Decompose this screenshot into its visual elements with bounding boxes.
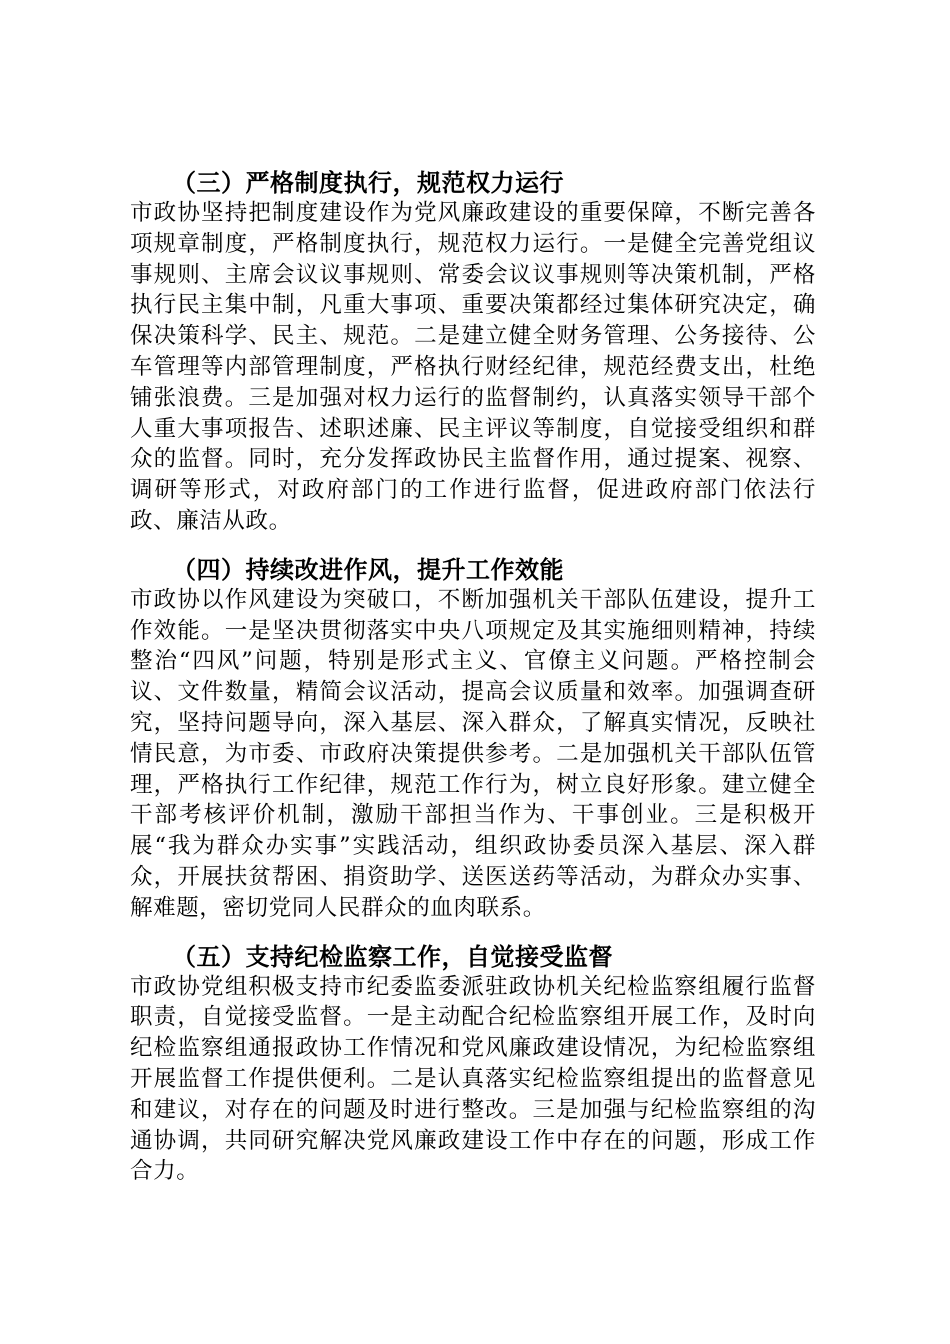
- section-4: [130, 555, 816, 924]
- section-3: [130, 168, 816, 537]
- section-paragraph: 市政协党组积极支持市纪委监委派驻政协机关纪检监察组履行监督职责，自觉接受监督。一是主动配合纪检监察组开展工作，及时向纪检监察组通报政协工作情况和党风廉政建设情况，为纪检监察组开展监督工作提供便利。二是认真落实纪检监察组提出的监督意见和建议，对存在的问题及时进行整改。三是加强与纪检监察组的沟通协调，共同研究解决党风廉政建设工作中存在的问题，形成工作合力。: [130, 973, 816, 1185]
- section-heading: （三）严格制度执行，规范权力运行: [172, 169, 564, 197]
- section-paragraph: 市政协以作风建设为突破口，不断加强机关干部队伍建设，提升工作效能。一是坚决贯彻落实中央八项规定及其实施细则精神，持续整治“四风”问题，特别是形式主义、官僚主义问题。严格控制会议、文件数量，精简会议活动，提高会议质量和效率。加强调查研究，坚持问题导向，深入基层、深入群众，了解真实情况，反映社情民意，为市委、市政府决策提供参考。二是加强机关干部队伍管理，严格执行工作纪律，规范工作行为，树立良好形象。建立健全干部考核评价机制，激励干部担当作为、干事创业。三是积极开展“我为群众办实事”实践活动，组织政协委员深入基层、深入群众，开展扶贫帮困、捐资助学、送医送药等活动，为群众办实事、解难题，密切党同人民群众的血肉联系。: [130, 586, 816, 921]
- section-paragraph: 市政协坚持把制度建设作为党风廉政建设的重要保障，不断完善各项规章制度，严格制度执行，规范权力运行。一是健全完善党组议事规则、主席会议议事规则、常委会议议事规则等决策机制，严格执行民主集中制，凡重大事项、重要决策都经过集体研究决定，确保决策科学、民主、规范。二是建立健全财务管理、公务接待、公车管理等内部管理制度，严格执行财经纪律，规范经费支出，杜绝铺张浪费。三是加强对权力运行的监督制约，认真落实领导干部个人重大事项报告、述职述廉、民主评议等制度，自觉接受组织和群众的监督。同时，充分发挥政协民主监督作用，通过提案、视察、调研等形式，对政府部门的工作进行监督，促进政府部门依法行政、廉洁从政。: [130, 200, 816, 534]
- section-heading: （五）支持纪检监察工作，自觉接受监督: [172, 942, 613, 971]
- section-5: [130, 942, 816, 1188]
- section-heading: （四）持续改进作风，提升工作效能: [172, 555, 564, 584]
